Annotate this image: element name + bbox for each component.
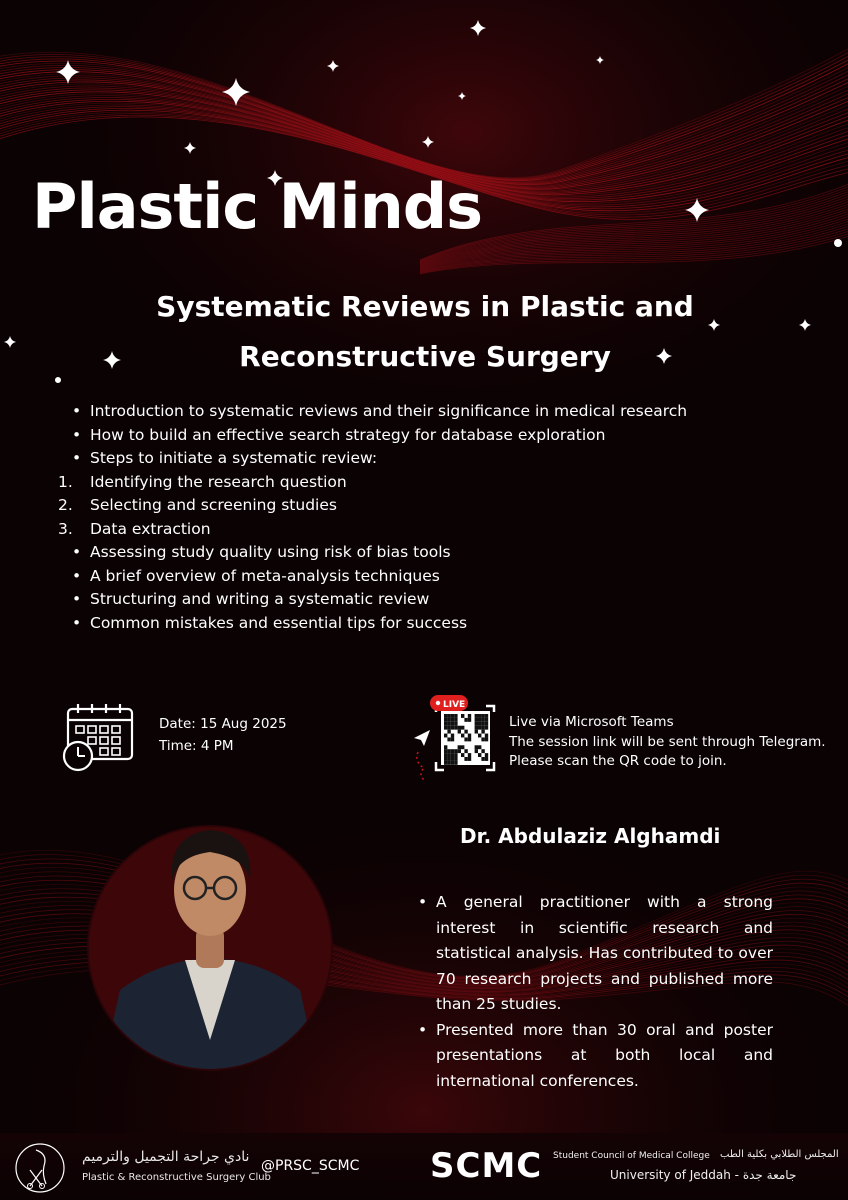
subtitle-line-1: Systematic Reviews in Plastic and — [156, 290, 694, 323]
live-line-2: The session link will be sent through Telegram. — [509, 733, 826, 750]
live-info — [509, 713, 826, 772]
agenda-item: • Assessing study quality using risk of bias tools — [72, 543, 451, 561]
agenda-step: 1. Identifying the research question — [58, 472, 347, 491]
club-name-arabic: نادي جراحة التجميل والترميم — [82, 1149, 250, 1165]
agenda-item: • Steps to initiate a systematic review: — [72, 449, 378, 467]
live-line-3: Please scan the QR code to join. — [509, 753, 727, 769]
agenda-item: • Common mistakes and essential tips for success — [72, 613, 468, 632]
poster-title: Plastic Minds — [32, 170, 483, 243]
footer-bar — [0, 1133, 848, 1200]
club-name-english: Plastic & Reconstructive Surgery Club — [82, 1172, 271, 1183]
agenda-list — [58, 400, 772, 635]
star-dot — [55, 377, 61, 383]
agenda-item: • How to build an effective search strategy for database exploration — [72, 425, 606, 444]
bio-item: • Presented more than 30 oral and poster presentations at both local and international conferences. — [418, 1020, 773, 1090]
star-dot — [834, 239, 842, 247]
qr-code-icon[interactable] — [410, 694, 500, 784]
calendar-clock-icon — [62, 700, 138, 772]
session-subtitle — [80, 282, 770, 382]
scmc-logo-text: SCMC — [430, 1146, 543, 1186]
cursor-arrow-icon — [414, 730, 430, 780]
event-date: Date: 15 Aug 2025 — [159, 716, 287, 732]
speaker-name: Dr. Abdulaziz Alghamdi — [460, 824, 721, 848]
agenda-item: • A brief overview of meta-analysis techniques — [72, 566, 440, 585]
speaker-bio — [418, 890, 773, 1094]
subtitle-line-2: Reconstructive Surgery — [239, 340, 611, 373]
social-handle[interactable]: @PRSC_SCMC — [261, 1158, 360, 1174]
live-badge-label: LIVE — [443, 700, 466, 710]
council-name-arabic: المجلس الطلابي بكلية الطب — [720, 1149, 839, 1160]
event-details — [159, 713, 287, 757]
bio-item: • A general practitioner with a strong interest in scientific research and statistical analysis. Has contributed to over 70 research projects and published more than 25 studies. — [418, 893, 773, 1013]
agenda-step: 3. Data extraction — [58, 519, 211, 538]
university-name: University of Jeddah - جامعة جدة — [610, 1168, 797, 1182]
council-name-english: Student Council of Medical College — [553, 1151, 710, 1161]
agenda-step: 2. Selecting and screening studies — [58, 496, 337, 514]
agenda-item: • Introduction to systematic reviews and their significance in medical research — [72, 402, 688, 420]
club-logo — [12, 1140, 68, 1196]
live-line-1: Live via Microsoft Teams — [509, 714, 674, 730]
event-time: Time: 4 PM — [159, 738, 234, 754]
agenda-item: • Structuring and writing a systematic review — [72, 590, 430, 608]
